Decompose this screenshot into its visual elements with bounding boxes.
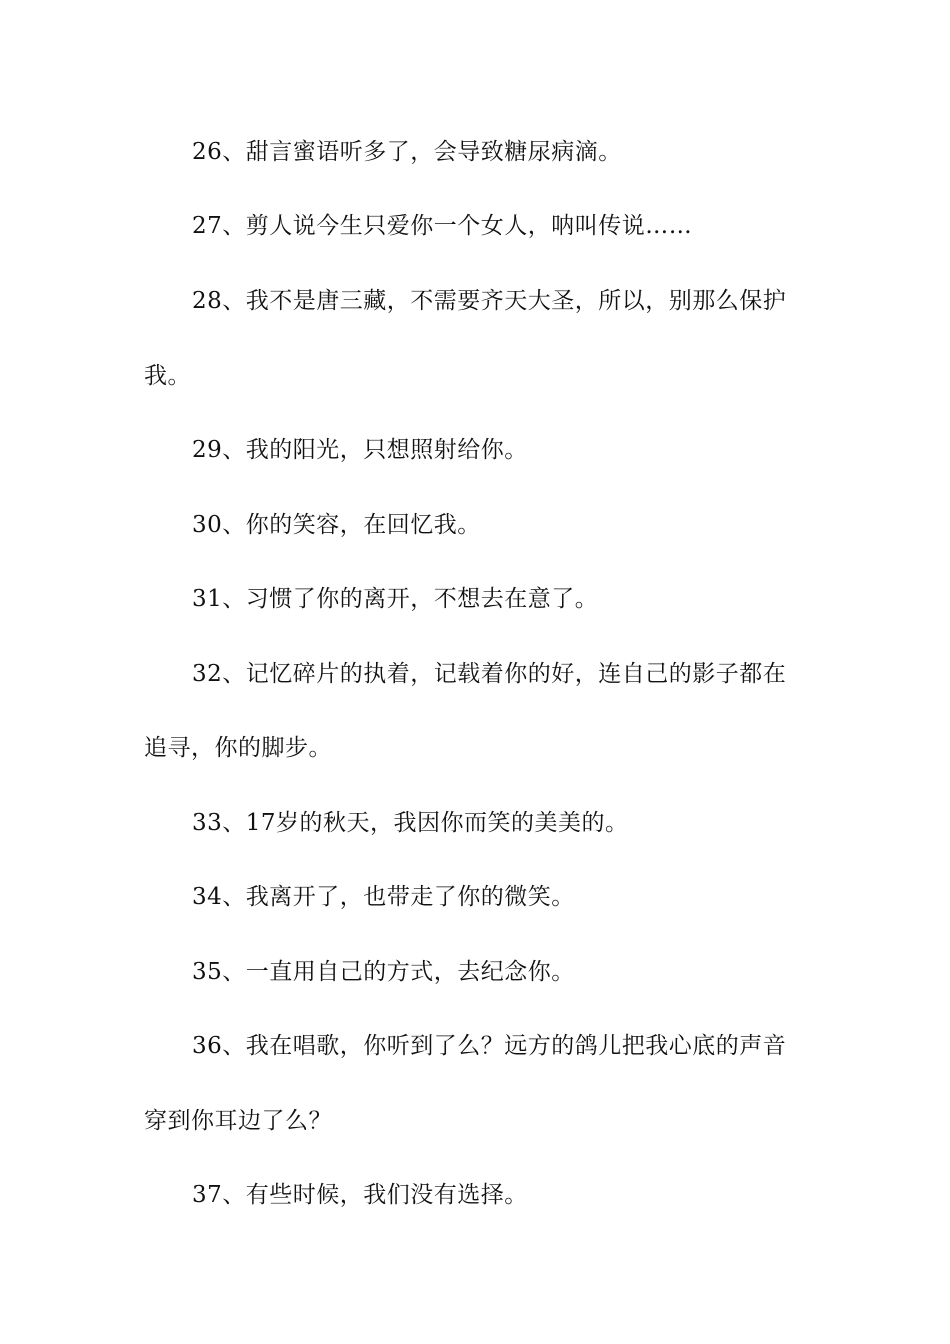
item-28-line-2: 我。 xyxy=(144,363,191,389)
item-33-line-1: 33、17岁的秋天，我因你而笑的美美的。 xyxy=(192,810,629,836)
item-29-line-1: 29、我的阳光，只想照射给你。 xyxy=(192,437,528,463)
item-26-line-1: 26、甜言蜜语听多了，会导致糖尿病滴。 xyxy=(192,139,622,165)
item-32-line-1: 32、记忆碎片的执着，记载着你的好，连自己的影子都在 xyxy=(192,661,787,687)
item-30-line-1: 30、你的笑容，在回忆我。 xyxy=(192,512,481,538)
item-34-line-1: 34、我离开了，也带走了你的微笑。 xyxy=(192,884,575,910)
item-31-line-1: 31、习惯了你的离开，不想去在意了。 xyxy=(192,586,599,612)
item-35-line-1: 35、一直用自己的方式，去纪念你。 xyxy=(192,959,575,985)
item-32-line-2: 追寻，你的脚步。 xyxy=(144,735,332,761)
item-36-line-1: 36、我在唱歌，你听到了么？远方的鸽儿把我心底的声音 xyxy=(192,1033,787,1059)
item-28-line-1: 28、我不是唐三藏，不需要齐天大圣，所以，别那么保护 xyxy=(192,288,787,314)
item-27-line-1: 27、剪人说今生只爱你一个女人，呐叫传说…… xyxy=(192,213,693,239)
item-36-line-2: 穿到你耳边了么？ xyxy=(144,1108,332,1134)
item-37-line-1: 37、有些时候，我们没有选择。 xyxy=(192,1182,528,1208)
